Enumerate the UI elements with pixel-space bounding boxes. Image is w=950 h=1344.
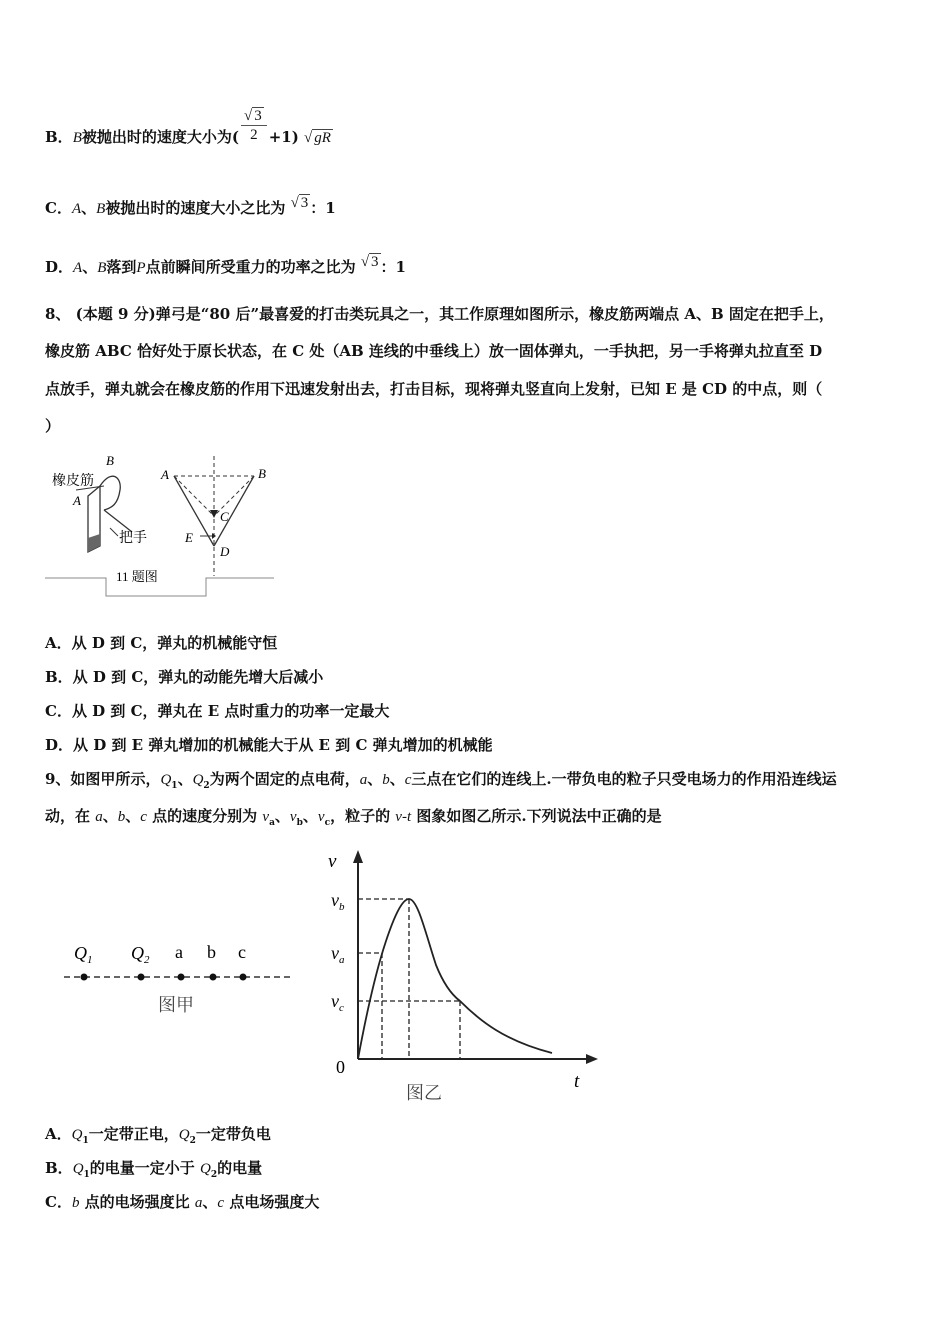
point-a-dot (178, 974, 185, 981)
point-d: D (220, 544, 230, 559)
q9-stem-line-2: 动，在 a、b、c 点的速度分别为 $v_a$、$v_b$、$v_c$，粒子的 v-t 图象如图乙所示.下列说法中正确的是 (45, 807, 662, 828)
figure-caption-11: 11 题图 (116, 569, 158, 584)
q7-option-b: B．B被抛出时的速度大小为( $\frac{√ 3}{2}$ +1) √ gR (45, 107, 331, 146)
q9-vt-chart (320, 845, 610, 1110)
q8-stem-line-1: 8、 (本题 9 分)弹弓是“80 后”最喜爱的打击类玩具之一，其工作原理如图所示，橡皮筋两端点 A、B 固定在把手上， (45, 305, 834, 323)
point-e: E (185, 530, 193, 545)
tick-vc: $v_c$ (331, 991, 344, 1014)
q9-stem-line-1: 9、如图甲所示，$Q_1$、$Q_2$为两个固定的点电荷，a、b、c三点在它们的连线上.一带负电的粒子只受电场力的作用沿连线运 (45, 770, 837, 791)
charge-q2-dot (138, 974, 145, 981)
charge-q1-dot (81, 974, 88, 981)
q7-option-c: C．A、B被抛出时的速度大小之比为 √ 3 ：1 (45, 195, 336, 217)
q8-option-c: C．从 D 到 C，弹丸在 E 点时重力的功率一定最大 (45, 702, 390, 720)
point-a: A (161, 467, 169, 482)
label-q2: $Q_2$ (131, 943, 150, 966)
q8-stem-line-4: ） (45, 417, 61, 435)
figure-caption-jia: 图甲 (158, 995, 194, 1015)
q8-option-a: A．从 D 到 C，弹丸的机械能守恒 (45, 634, 278, 652)
label-handle: 把手 (119, 531, 147, 546)
q9-option-a: A．$Q_1$一定带正电，$Q_2$一定带负电 (45, 1125, 271, 1146)
origin-label: 0 (336, 1057, 345, 1077)
axis-label-t: t (574, 1071, 580, 1092)
vt-curve (358, 899, 552, 1059)
q8-option-d: D．从 D 到 E 弹丸增加的机械能大于从 E 到 C 弹丸增加的机械能 (45, 736, 493, 754)
q9-figure-jia (60, 935, 300, 1025)
label-b: b (207, 942, 216, 962)
q9-option-b: B．$Q_1$的电量一定小于 $Q_2$的电量 (45, 1159, 263, 1180)
tick-va: $v_a$ (331, 943, 345, 966)
point-a-left: A (73, 493, 81, 508)
label-c: c (238, 942, 246, 962)
label-q1: $Q_1$ (74, 943, 93, 966)
tick-vb: $v_b$ (331, 890, 345, 913)
figure-caption-yi: 图乙 (406, 1083, 442, 1103)
axis-label-v: v (328, 851, 337, 872)
point-c-dot (240, 974, 247, 981)
point-b-left: B (106, 453, 114, 468)
label-a: a (175, 942, 183, 962)
point-b-dot (210, 974, 217, 981)
q8-stem-line-3: 点放手，弹丸就会在橡皮筋的作用下迅速发射出去，打击目标，现将弹丸竖直向上发射，已知 E 是 CD 的中点，则（ (45, 380, 823, 398)
q7-option-d: D．A、B落到P点前瞬间所受重力的功率之比为 √ 3 ：1 (45, 254, 406, 276)
q8-slingshot-figure (40, 448, 280, 603)
label-rubber-band: 橡皮筋 (52, 474, 94, 489)
q9-option-c: C．b 点的电场强度比 a、c 点电场强度大 (45, 1193, 320, 1211)
point-c: C (220, 509, 229, 524)
point-b: B (258, 466, 266, 481)
q8-option-b: B．从 D 到 C，弹丸的动能先增大后减小 (45, 668, 324, 686)
q8-stem-line-2: 橡皮筋 ABC 恰好处于原长状态，在 C 处（AB 连线的中垂线上）放一固体弹丸，一手执把，另一手将弹丸拉直至 D (45, 342, 823, 360)
